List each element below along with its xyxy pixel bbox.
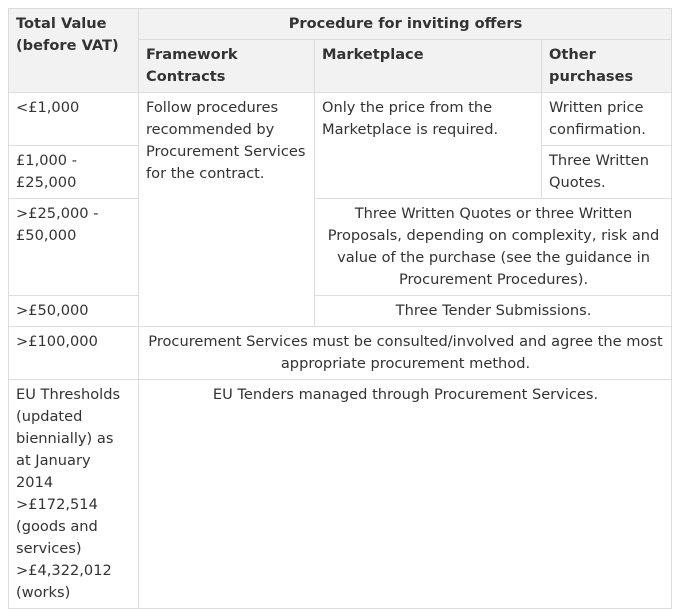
table-row <box>9 327 672 380</box>
other-purchases-cell: Written price confirmation. <box>542 93 672 146</box>
merged-procedure-cell: Three Tender Submissions. <box>315 296 672 327</box>
other-purchases-cell: Three Written Quotes. <box>542 146 672 199</box>
table-row <box>9 380 672 609</box>
eu-goods-services-threshold: >£172,514 (goods and services) <box>16 496 98 557</box>
procurement-table-container <box>8 8 672 609</box>
value-cell-eu-thresholds <box>9 380 139 609</box>
value-cell: >£25,000 - £50,000 <box>9 199 139 296</box>
merged-procedure-cell: Three Written Quotes or three Written Proposals, depending on complexity, risk and value of the purchase (see the guidance in Procurement Procedures). <box>315 199 672 296</box>
table-row <box>9 199 672 296</box>
value-cell: <£1,000 <box>9 93 139 146</box>
eu-threshold-text: EU Thresholds (updated biennially) as at January 2014 <box>16 386 121 491</box>
header-total-value: Total Value (before VAT) <box>9 9 139 93</box>
merged-procedure-cell: Procurement Services must be consulted/involved and agree the most appropriate procurement method. <box>139 327 672 380</box>
header-procedure-for-inviting-offers: Procedure for inviting offers <box>139 9 672 40</box>
table-row <box>9 296 672 327</box>
value-cell: £1,000 - £25,000 <box>9 146 139 199</box>
table-row <box>9 93 672 146</box>
header-marketplace: Marketplace <box>315 40 542 93</box>
marketplace-cell: Only the price from the Marketplace is required. <box>315 93 542 199</box>
header-other-purchases: Other purchases <box>542 40 672 93</box>
value-cell: >£100,000 <box>9 327 139 380</box>
procurement-procedures-table <box>8 8 672 609</box>
eu-works-threshold: >£4,322,012 (works) <box>16 562 112 601</box>
header-row-top <box>9 9 672 40</box>
value-cell: >£50,000 <box>9 296 139 327</box>
header-framework-contracts: Framework Contracts <box>139 40 315 93</box>
merged-procedure-cell: EU Tenders managed through Procurement Services. <box>139 380 672 609</box>
framework-cell: Follow procedures recommended by Procurement Services for the contract. <box>139 93 315 327</box>
